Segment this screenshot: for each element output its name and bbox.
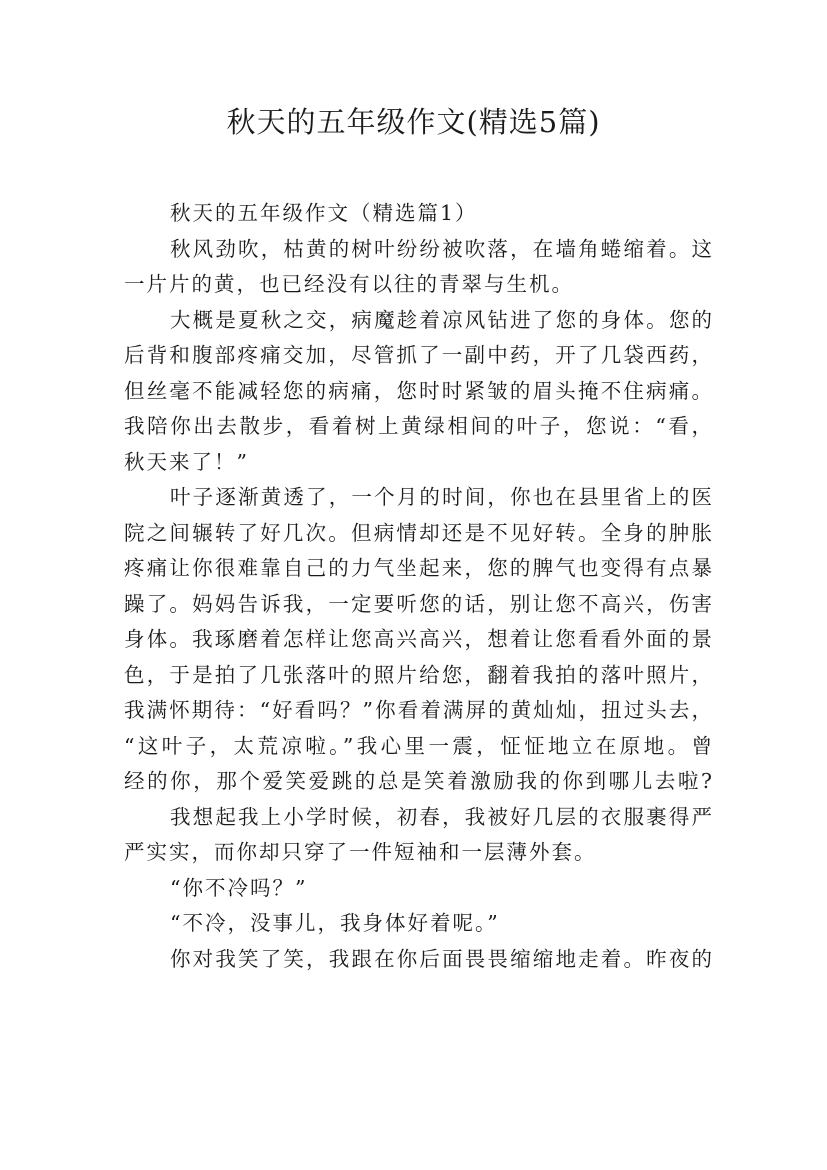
text-line: 秋天来了！”	[124, 449, 249, 474]
text-line: 你对我笑了笑，我跟在你后面畏畏缩缩地走着。昨夜的	[170, 946, 714, 971]
essay-body	[124, 196, 714, 977]
text-line: 但丝毫不能减轻您的病痛，您时时紧皱的眉头掩不住病痛。	[124, 378, 714, 403]
text-line: 大概是夏秋之交，病魔趁着凉风钻进了您的身体。您的	[170, 307, 714, 332]
text-line: 院之间辗转了好几次。但病情却还是不见好转。全身的肿胀	[124, 520, 714, 545]
text-line: 叶子逐渐黄透了，一个月的时间，你也在县里省上的医	[170, 485, 714, 509]
text-line: 躁了。妈妈告诉我，一定要听您的话，别让您不高兴，伤害	[124, 591, 714, 616]
text-line: 色，于是拍了几张落叶的照片给您，翻着我拍的落叶照片，	[124, 662, 714, 687]
text-line: 秋风劲吹，枯黄的树叶纷纷被吹落，在墙角蜷缩着。这	[170, 236, 714, 261]
text-line: 我陪你出去散步，看着树上黄绿相间的叶子，您说：“看，	[124, 414, 714, 438]
text-line: 我满怀期待：“好看吗？”你看着满屏的黄灿灿，扭过头去，	[124, 698, 714, 722]
text-line: “不冷，没事儿，我身体好着呢。”	[170, 911, 500, 935]
text-line: 身体。我琢磨着怎样让您高兴高兴，想着让您看看外面的景	[124, 627, 714, 651]
text-line: 经的你，那个爱笑爱跳的总是笑着激励我的你到哪儿去啦?	[124, 769, 714, 793]
text-line: “这叶子，太荒凉啦。”我心里一震，怔怔地立在原地。曾	[124, 733, 714, 758]
text-line: “你不冷吗？”	[170, 875, 308, 900]
page-title: 秋天的五年级作文(精选5篇)	[226, 105, 601, 139]
text-line: 秋天的五年级作文（精选篇1）	[170, 201, 478, 225]
text-line: 后背和腹部疼痛交加，尽管抓了一副中药，开了几袋西药，	[124, 343, 714, 367]
text-line: 一片片的黄，也已经没有以往的青翠与生机。	[124, 272, 574, 296]
text-line: 疼痛让你很难靠自己的力气坐起来，您的脾气也变得有点暴	[124, 556, 714, 580]
text-line: 我想起我上小学时候，初春，我被好几层的衣服裹得严	[170, 804, 714, 829]
text-line: 严实实，而你却只穿了一件短袖和一层薄外套。	[124, 840, 597, 864]
